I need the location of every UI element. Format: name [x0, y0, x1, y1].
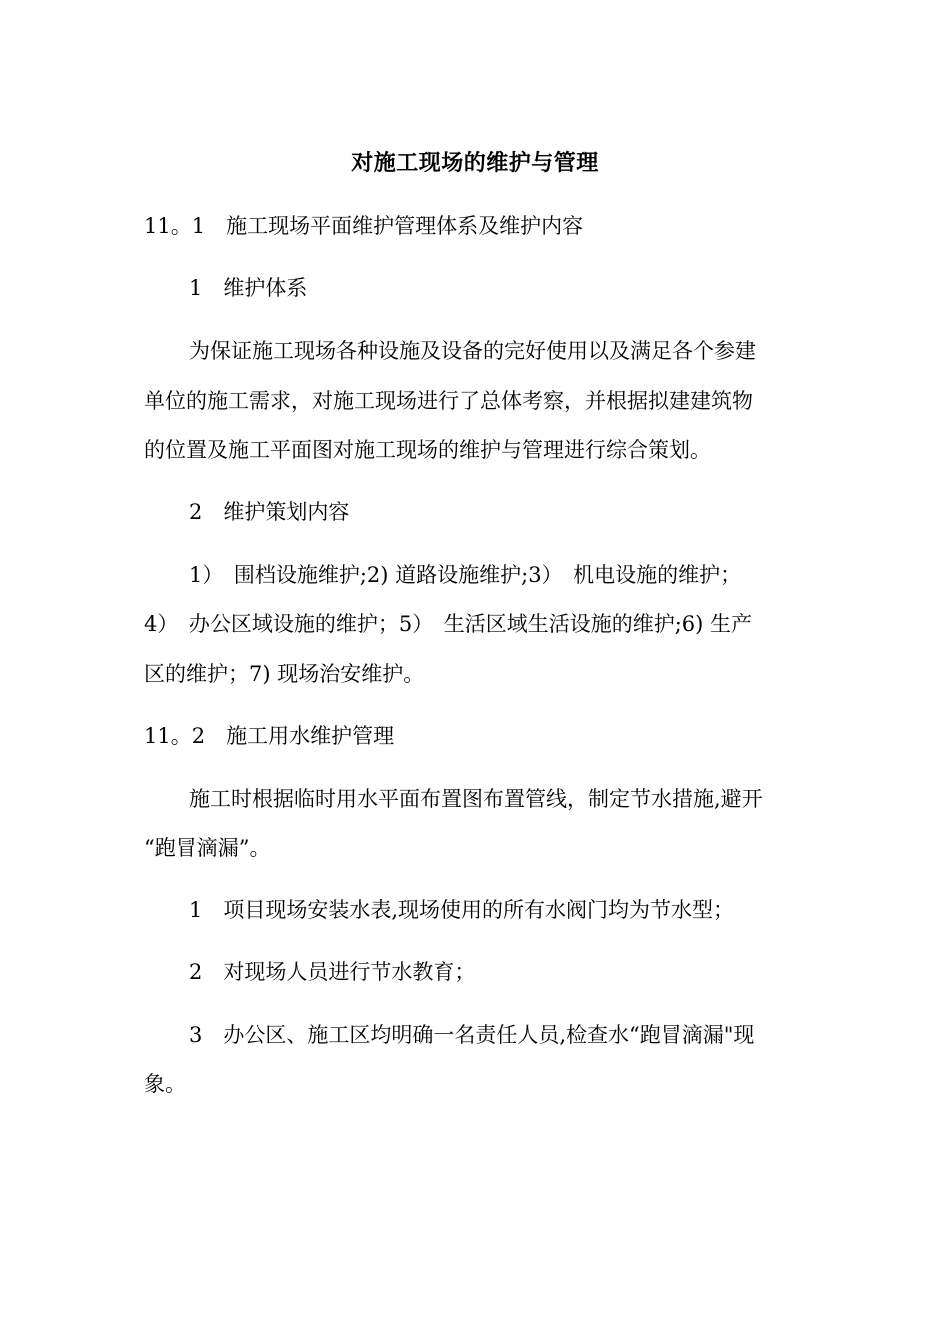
paragraph-line: 1） 围档设施维护;2) 道路设施维护;3） 机电设施的维护； — [189, 563, 742, 587]
paragraph-line: “跑冒滴漏”。 — [144, 836, 271, 860]
paragraph-line: 象。 — [144, 1072, 186, 1096]
list-item: 3 办公区、施工区均明确一名责任人员,检查水“跑冒滴漏"现 — [189, 1023, 755, 1047]
section-heading-11-2: 11。2 施工用水维护管理 — [144, 724, 395, 748]
list-item: 2 对现场人员进行节水教育； — [189, 960, 476, 984]
paragraph-line: 单位的施工需求，对施工现场进行了总体考察，并根据拟建建筑物 — [144, 389, 753, 413]
paragraph-line: 的位置及施工平面图对施工现场的维护与管理进行综合策划。 — [144, 438, 711, 462]
subheading-planning-content: 2 维护策划内容 — [189, 500, 350, 524]
document-title: 对施工现场的维护与管理 — [351, 150, 599, 176]
section-heading-11-1: 11。1 施工现场平面维护管理体系及维护内容 — [144, 214, 584, 238]
paragraph-line: 为保证施工现场各种设施及设备的完好使用以及满足各个参建 — [189, 339, 756, 363]
paragraph-line: 施工时根据临时用水平面布置图布置管线，制定节水措施,避开 — [189, 787, 763, 811]
subheading-maintenance-system: 1 维护体系 — [189, 276, 308, 300]
list-item: 1 项目现场安装水表,现场使用的所有水阀门均为节水型； — [189, 898, 735, 922]
paragraph-line: 4） 办公区域设施的维护；5） 生活区域生活设施的维护;6) 生产 — [144, 612, 753, 636]
paragraph-line: 区的维护；7) 现场治安维护。 — [144, 662, 425, 686]
